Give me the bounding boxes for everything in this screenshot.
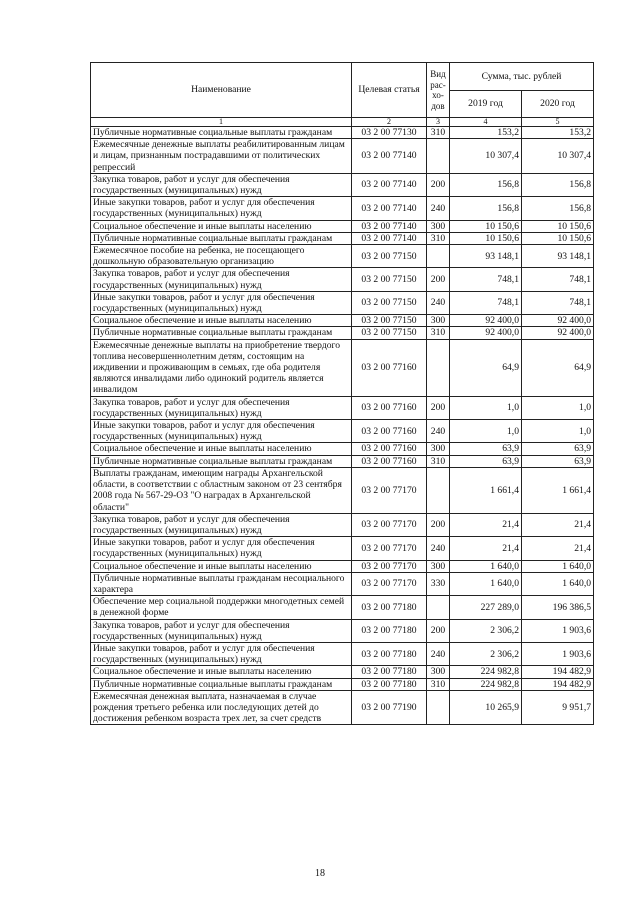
table-row — [91, 396, 594, 419]
row-sum-2019: 224 982,8 — [450, 678, 522, 690]
column-number: 1 — [91, 118, 352, 127]
row-sum-2019: 21,4 — [450, 537, 522, 560]
row-expense-type: 240 — [427, 420, 450, 443]
row-name: Ежемесячные денежные выплаты реабилитированным лицам и лицам, признанным пострадавшими от политических репрессий — [91, 139, 352, 174]
row-sum-2019: 64,9 — [450, 339, 522, 396]
row-target-article: 03 2 00 77180 — [352, 596, 427, 619]
row-name: Ежемесячные денежные выплаты на приобретение твердого топлива несовершеннолетним детям, состоящим на иждивении и проживающим в семьях, где оба родителя являются инвалидами либо одинокий родитель является инвалидом — [91, 339, 352, 396]
row-sum-2019: 1 640,0 — [450, 572, 522, 595]
row-sum-2019: 92 400,0 — [450, 327, 522, 339]
table-row — [91, 619, 594, 642]
budget-table-page — [90, 62, 593, 725]
row-expense-type: 310 — [427, 678, 450, 690]
table-row — [91, 232, 594, 244]
table-row — [91, 596, 594, 619]
header-year-2020: 2020 год — [522, 90, 594, 118]
table-row — [91, 467, 594, 513]
row-target-article: 03 2 00 77180 — [352, 678, 427, 690]
column-number: 3 — [427, 118, 450, 127]
row-sum-2019: 227 289,0 — [450, 596, 522, 619]
row-sum-2020: 748,1 — [522, 268, 594, 291]
row-expense-type — [427, 596, 450, 619]
row-sum-2019: 156,8 — [450, 173, 522, 196]
row-target-article: 03 2 00 77140 — [352, 232, 427, 244]
row-name: Социальное обеспечение и иные выплаты населению — [91, 443, 352, 455]
row-name: Закупка товаров, работ и услуг для обеспечения государственных (муниципальных) нужд — [91, 173, 352, 196]
row-sum-2020: 153,2 — [522, 127, 594, 139]
row-target-article: 03 2 00 77150 — [352, 327, 427, 339]
row-sum-2020: 21,4 — [522, 537, 594, 560]
row-expense-type: 200 — [427, 173, 450, 196]
table-row — [91, 678, 594, 690]
row-expense-type: 240 — [427, 197, 450, 220]
row-expense-type: 200 — [427, 513, 450, 536]
row-target-article: 03 2 00 77160 — [352, 443, 427, 455]
row-sum-2020: 63,9 — [522, 443, 594, 455]
table-row — [91, 291, 594, 314]
row-expense-type: 300 — [427, 666, 450, 678]
row-sum-2020: 194 482,9 — [522, 666, 594, 678]
row-target-article: 03 2 00 77160 — [352, 339, 427, 396]
row-target-article: 03 2 00 77170 — [352, 537, 427, 560]
row-expense-type: 310 — [427, 232, 450, 244]
row-name: Закупка товаров, работ и услуг для обеспечения государственных (муниципальных) нужд — [91, 268, 352, 291]
row-sum-2020: 92 400,0 — [522, 315, 594, 327]
row-name: Иные закупки товаров, работ и услуг для обеспечения государственных (муниципальных) нужд — [91, 197, 352, 220]
row-name: Выплаты гражданам, имеющим награды Архангельской области, в соответствии с областным законом от 23 сентября 2008 года № 567-29-ОЗ "О наградах в Архангельской области" — [91, 467, 352, 513]
row-expense-type: 240 — [427, 537, 450, 560]
row-name: Социальное обеспечение и иные выплаты населению — [91, 666, 352, 678]
table-row — [91, 443, 594, 455]
row-target-article: 03 2 00 77170 — [352, 572, 427, 595]
row-expense-type: 300 — [427, 443, 450, 455]
row-expense-type: 200 — [427, 619, 450, 642]
column-number: 4 — [450, 118, 522, 127]
table-row — [91, 127, 594, 139]
row-sum-2019: 748,1 — [450, 291, 522, 314]
row-expense-type — [427, 245, 450, 268]
header-sum: Сумма, тыс. рублей — [450, 63, 594, 91]
table-row — [91, 572, 594, 595]
row-sum-2019: 10 150,6 — [450, 232, 522, 244]
row-name: Ежемесячное пособие на ребенка, не посещающего дошкольную образовательную организацию — [91, 245, 352, 268]
row-expense-type: 330 — [427, 572, 450, 595]
table-row — [91, 245, 594, 268]
row-expense-type: 300 — [427, 220, 450, 232]
row-target-article: 03 2 00 77150 — [352, 315, 427, 327]
row-expense-type — [427, 139, 450, 174]
row-sum-2020: 63,9 — [522, 455, 594, 467]
row-sum-2020: 194 482,9 — [522, 678, 594, 690]
row-name: Иные закупки товаров, работ и услуг для обеспечения государственных (муниципальных) нужд — [91, 291, 352, 314]
header-year-2019: 2019 год — [450, 90, 522, 118]
row-sum-2019: 10 150,6 — [450, 220, 522, 232]
budget-table — [90, 62, 594, 725]
row-sum-2020: 10 150,6 — [522, 232, 594, 244]
row-target-article: 03 2 00 77170 — [352, 513, 427, 536]
row-sum-2019: 93 148,1 — [450, 245, 522, 268]
table-row — [91, 420, 594, 443]
row-target-article: 03 2 00 77150 — [352, 268, 427, 291]
table-row — [91, 339, 594, 396]
row-name: Иные закупки товаров, работ и услуг для обеспечения государственных (муниципальных) нужд — [91, 420, 352, 443]
row-expense-type: 240 — [427, 291, 450, 314]
row-target-article: 03 2 00 77170 — [352, 467, 427, 513]
row-target-article: 03 2 00 77150 — [352, 245, 427, 268]
row-target-article: 03 2 00 77140 — [352, 173, 427, 196]
row-sum-2020: 9 951,7 — [522, 690, 594, 725]
row-sum-2019: 10 265,9 — [450, 690, 522, 725]
row-name: Социальное обеспечение и иные выплаты населению — [91, 315, 352, 327]
row-target-article: 03 2 00 77150 — [352, 291, 427, 314]
row-sum-2020: 10 307,4 — [522, 139, 594, 174]
row-name: Социальное обеспечение и иные выплаты населению — [91, 560, 352, 572]
row-name: Обеспечение мер социальной поддержки многодетных семей в денежной форме — [91, 596, 352, 619]
row-sum-2020: 1 661,4 — [522, 467, 594, 513]
row-target-article: 03 2 00 77180 — [352, 666, 427, 678]
row-target-article: 03 2 00 77180 — [352, 642, 427, 665]
row-target-article: 03 2 00 77140 — [352, 197, 427, 220]
row-expense-type — [427, 339, 450, 396]
row-sum-2020: 1 640,0 — [522, 560, 594, 572]
table-row — [91, 173, 594, 196]
row-sum-2019: 2 306,2 — [450, 642, 522, 665]
row-expense-type: 300 — [427, 560, 450, 572]
table-row — [91, 455, 594, 467]
table-row — [91, 537, 594, 560]
row-sum-2019: 224 982,8 — [450, 666, 522, 678]
row-name: Социальное обеспечение и иные выплаты населению — [91, 220, 352, 232]
row-sum-2020: 1,0 — [522, 420, 594, 443]
row-sum-2019: 1,0 — [450, 396, 522, 419]
row-expense-type — [427, 467, 450, 513]
row-name: Публичные нормативные социальные выплаты гражданам — [91, 327, 352, 339]
row-sum-2020: 92 400,0 — [522, 327, 594, 339]
row-sum-2019: 748,1 — [450, 268, 522, 291]
row-sum-2020: 156,8 — [522, 173, 594, 196]
row-target-article: 03 2 00 77180 — [352, 619, 427, 642]
row-sum-2020: 1 640,0 — [522, 572, 594, 595]
row-name: Закупка товаров, работ и услуг для обеспечения государственных (муниципальных) нужд — [91, 619, 352, 642]
row-name: Публичные нормативные социальные выплаты гражданам — [91, 455, 352, 467]
row-target-article: 03 2 00 77160 — [352, 455, 427, 467]
row-name: Публичные нормативные социальные выплаты гражданам — [91, 232, 352, 244]
row-expense-type: 200 — [427, 396, 450, 419]
row-target-article: 03 2 00 77140 — [352, 220, 427, 232]
row-expense-type: 310 — [427, 455, 450, 467]
row-target-article: 03 2 00 77140 — [352, 139, 427, 174]
header-name: Наименование — [91, 63, 352, 118]
row-name: Публичные нормативные выплаты гражданам несоциального характера — [91, 572, 352, 595]
row-sum-2020: 1,0 — [522, 396, 594, 419]
column-number: 2 — [352, 118, 427, 127]
row-name: Иные закупки товаров, работ и услуг для обеспечения государственных (муниципальных) нужд — [91, 537, 352, 560]
header-expense-type: Вид рас-хо-дов — [427, 63, 450, 118]
row-sum-2019: 153,2 — [450, 127, 522, 139]
table-row — [91, 666, 594, 678]
column-number: 5 — [522, 118, 594, 127]
row-name: Публичные нормативные социальные выплаты гражданам — [91, 678, 352, 690]
table-row — [91, 690, 594, 725]
row-target-article: 03 2 00 77130 — [352, 127, 427, 139]
row-sum-2020: 64,9 — [522, 339, 594, 396]
table-row — [91, 197, 594, 220]
table-row — [91, 513, 594, 536]
row-sum-2020: 21,4 — [522, 513, 594, 536]
table-row — [91, 560, 594, 572]
row-sum-2020: 748,1 — [522, 291, 594, 314]
row-name: Публичные нормативные социальные выплаты гражданам — [91, 127, 352, 139]
row-target-article: 03 2 00 77160 — [352, 396, 427, 419]
row-target-article: 03 2 00 77160 — [352, 420, 427, 443]
row-sum-2020: 10 150,6 — [522, 220, 594, 232]
row-sum-2019: 1 661,4 — [450, 467, 522, 513]
row-sum-2020: 93 148,1 — [522, 245, 594, 268]
row-target-article: 03 2 00 77190 — [352, 690, 427, 725]
row-sum-2019: 10 307,4 — [450, 139, 522, 174]
row-sum-2019: 63,9 — [450, 455, 522, 467]
row-expense-type: 310 — [427, 127, 450, 139]
row-sum-2019: 92 400,0 — [450, 315, 522, 327]
row-expense-type — [427, 690, 450, 725]
row-expense-type: 310 — [427, 327, 450, 339]
row-sum-2019: 1,0 — [450, 420, 522, 443]
page-number: 18 — [315, 868, 325, 879]
row-sum-2020: 1 903,6 — [522, 619, 594, 642]
row-expense-type: 240 — [427, 642, 450, 665]
row-sum-2019: 156,8 — [450, 197, 522, 220]
row-name: Ежемесячная денежная выплата, назначаемая в случае рождения третьего ребенка или последующих детей до достижения ребенком возраста трех лет, за счет средств — [91, 690, 352, 725]
column-number-row — [91, 118, 594, 127]
row-name: Иные закупки товаров, работ и услуг для обеспечения государственных (муниципальных) нужд — [91, 642, 352, 665]
row-name: Закупка товаров, работ и услуг для обеспечения государственных (муниципальных) нужд — [91, 396, 352, 419]
row-expense-type: 200 — [427, 268, 450, 291]
table-row — [91, 315, 594, 327]
row-sum-2019: 2 306,2 — [450, 619, 522, 642]
table-body — [91, 127, 594, 725]
header-target-article: Целевая статья — [352, 63, 427, 118]
row-sum-2020: 1 903,6 — [522, 642, 594, 665]
table-row — [91, 139, 594, 174]
row-sum-2019: 21,4 — [450, 513, 522, 536]
row-sum-2019: 1 640,0 — [450, 560, 522, 572]
table-row — [91, 642, 594, 665]
row-target-article: 03 2 00 77170 — [352, 560, 427, 572]
row-sum-2019: 63,9 — [450, 443, 522, 455]
row-sum-2020: 156,8 — [522, 197, 594, 220]
row-name: Закупка товаров, работ и услуг для обеспечения государственных (муниципальных) нужд — [91, 513, 352, 536]
table-row — [91, 268, 594, 291]
table-row — [91, 220, 594, 232]
row-sum-2020: 196 386,5 — [522, 596, 594, 619]
table-row — [91, 327, 594, 339]
row-expense-type: 300 — [427, 315, 450, 327]
